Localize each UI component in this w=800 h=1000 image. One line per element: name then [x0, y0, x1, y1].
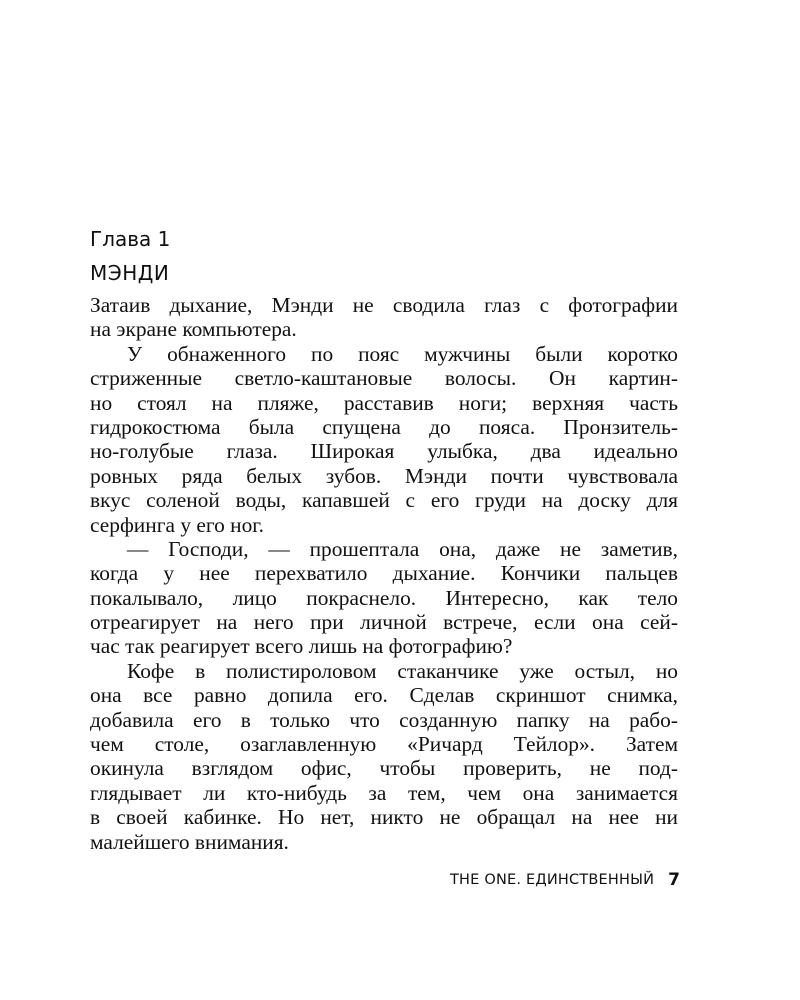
text-line: стриженные светло-каштановые волосы. Он картин- [90, 366, 678, 391]
text-line: — Господи, — прошептала она, даже не заметив, [127, 536, 678, 561]
page-number: 7 [668, 870, 680, 890]
chapter-title: МЭНДИ [90, 261, 170, 285]
text-line: но стоял на пляже, расставив ноги; верхняя часть [90, 390, 678, 415]
text-line: вкус соленой воды, капавшей с его груди на доску для [90, 488, 678, 513]
text-line: малейшего внимания. [90, 829, 289, 854]
text-line: на экране компьютера. [90, 317, 297, 342]
page-footer [450, 868, 680, 892]
text-line: окинула взглядом офис, чтобы проверить, не под- [90, 756, 678, 781]
text-line: в своей кабинке. Но нет, никто не обращал на нее ни [90, 805, 678, 830]
text-line: час так реагирует всего лишь на фотографию? [90, 634, 513, 659]
text-line: покалывало, лицо покраснело. Интересно, как тело [90, 585, 678, 610]
text-line: Кофе в полистироловом стаканчике уже остыл, но [127, 658, 678, 683]
text-line: чем столе, озаглавленную «Ричард Тейлор». Затем [90, 732, 678, 757]
text-line: гидрокостюма была спущена до пояса. Пронзитель- [90, 414, 678, 439]
text-line: когда у нее перехватило дыхание. Кончики пальцев [90, 561, 678, 586]
text-line: У обнаженного по пояс мужчины были коротко [127, 341, 678, 366]
running-title: THE ONE. ЕДИНСТВЕННЫЙ [450, 872, 655, 888]
chapter-body [90, 293, 678, 854]
text-line: серфинга у его ног. [90, 512, 264, 537]
text-line: она все равно допила его. Сделав скриншот снимка, [90, 683, 678, 708]
text-line: отреагирует на него при личной встрече, если она сей- [90, 610, 678, 635]
text-line: Затаив дыхание, Мэнди не сводила глаз с фотографии [90, 293, 678, 317]
text-line: но-голубые глаза. Широкая улыбка, два идеально [90, 439, 678, 464]
chapter-label: Глава 1 [90, 227, 171, 251]
text-line: ровных ряда белых зубов. Мэнди почти чувствовала [90, 463, 678, 488]
text-line: добавила его в только что созданную папку на рабо- [90, 707, 678, 732]
text-line: глядывает ли кто-нибудь за тем, чем она занимается [90, 780, 678, 805]
